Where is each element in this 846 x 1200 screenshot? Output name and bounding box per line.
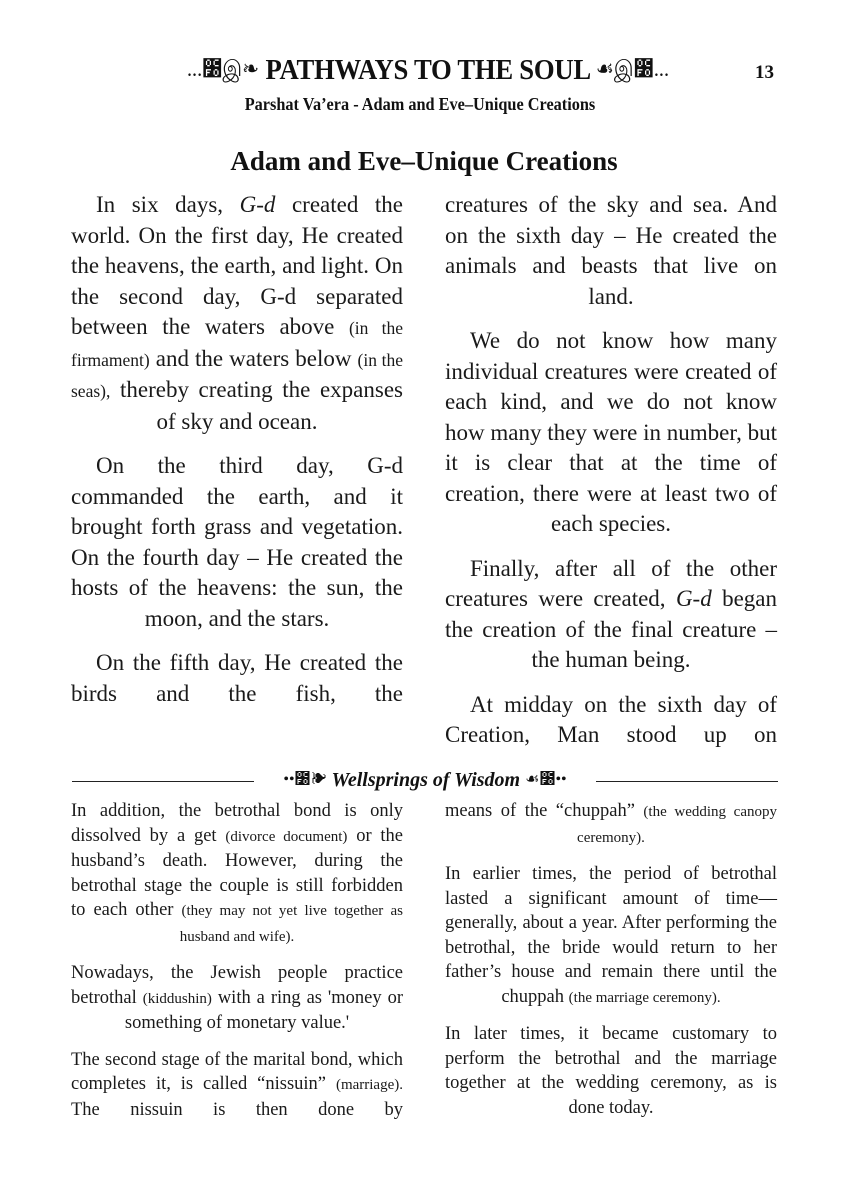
footnote-paragraph — [71, 961, 403, 1036]
text: In six days, — [96, 192, 240, 217]
footnote-left-column — [71, 799, 403, 1134]
parenthetical: (marriage). — [335, 1077, 403, 1093]
ornament-right-icon: ☙இ೰... — [595, 56, 670, 81]
paragraph: On the fifth day, He created the birds and the fish, the — [71, 650, 403, 706]
article-title: Adam and Eve–Unique Creations — [230, 146, 618, 176]
ornament-left-icon: ...೰இ❧ — [186, 56, 260, 81]
text: began the creation of the final creature – the human being. — [445, 586, 778, 672]
divider-label-text: Wellsprings of Wisdom — [331, 769, 521, 791]
emphasis: G-d — [239, 192, 276, 217]
parenthetical: (in the firmament) — [71, 318, 403, 370]
page-number: 13 — [755, 62, 774, 83]
parenthetical: (kiddushin) — [142, 990, 212, 1007]
footnote-paragraph: In later times, it became customary to perform the betrothal and the marriage together at the wedding ceremony, as is done today. — [445, 1024, 777, 1118]
book-title-text: PATHWAYS TO THE SOUL — [265, 54, 590, 86]
parenthetical: (divorce document) — [225, 828, 348, 845]
divider-ornament-left-icon: ••೰❧ — [283, 771, 327, 788]
paragraph: On the third day, G-d commanded the earth, and it brought forth grass and vegetation. On the fourth day – He created the hosts of the heavens: the sun, the moon, and the stars. — [71, 453, 403, 631]
parenthetical: (the marriage ceremony). — [568, 989, 721, 1006]
paragraph: We do not know how many individual creatures were created of each kind, and we do not know how many they were in number, but it is clear that at the time of creation, there were at least two of each species. — [445, 328, 777, 536]
book-title — [152, 52, 704, 87]
text: In addition, the betrothal bond is only dissolved by a get — [71, 801, 403, 846]
text: The nissuin is then done by — [71, 1099, 403, 1120]
footnote-paragraph — [71, 799, 403, 949]
footnote-paragraph — [71, 1048, 403, 1123]
paragraph: creatures of the sky and sea. And on the sixth day – He created the animals and beasts that live on land. — [445, 192, 777, 309]
paragraph — [71, 190, 403, 437]
text: with a ring as 'money or something of monetary value.' — [124, 987, 403, 1033]
footnote-right-column — [445, 799, 777, 1132]
emphasis: G-d — [675, 586, 712, 611]
text: created the world. On the first day, He created the heavens, the earth, and light. On the second day, G-d separated between the waters above — [71, 192, 403, 339]
text: means of the “chuppah” — [445, 801, 644, 821]
running-head: Parshat Va’era - Adam and Eve–Unique Creations — [244, 94, 596, 114]
parenthetical: (in the seas), — [71, 349, 403, 401]
divider-label — [72, 769, 778, 792]
text: thereby creating the expanses of sky and ocean. — [110, 377, 403, 434]
text: and the waters below — [149, 345, 358, 371]
text: or the husband’s death. However, during the betrothal stage the couple is still forbidden to each other — [71, 825, 404, 920]
text: In earlier times, the period of betrothal lasted a significant amount of time—generally, about a year. After performing the betrothal, the bride would return to her father’s house and remain there until the chuppah — [445, 864, 777, 1007]
article-left-column — [71, 190, 403, 709]
text: Nowadays, the Jewish people practice betrothal — [71, 963, 403, 1008]
text: Finally, after all of the other creatures were created, — [445, 555, 777, 611]
text: The second stage of the marital bond, which completes it, is called “nissuin” — [71, 1049, 403, 1094]
paragraph — [445, 554, 777, 676]
parenthetical: (the wedding canopy ceremony). — [577, 804, 777, 846]
footnote-divider — [72, 770, 778, 794]
paragraph: At midday on the sixth day of Creation, Man stood up on — [445, 691, 777, 747]
article-right-column — [445, 190, 777, 751]
footnote-paragraph — [445, 799, 777, 850]
footnote-paragraph — [445, 862, 777, 1010]
divider-ornament-right-icon: ☙೰•• — [525, 771, 567, 788]
parenthetical: (they may not yet live together as husband and wife). — [179, 903, 403, 945]
